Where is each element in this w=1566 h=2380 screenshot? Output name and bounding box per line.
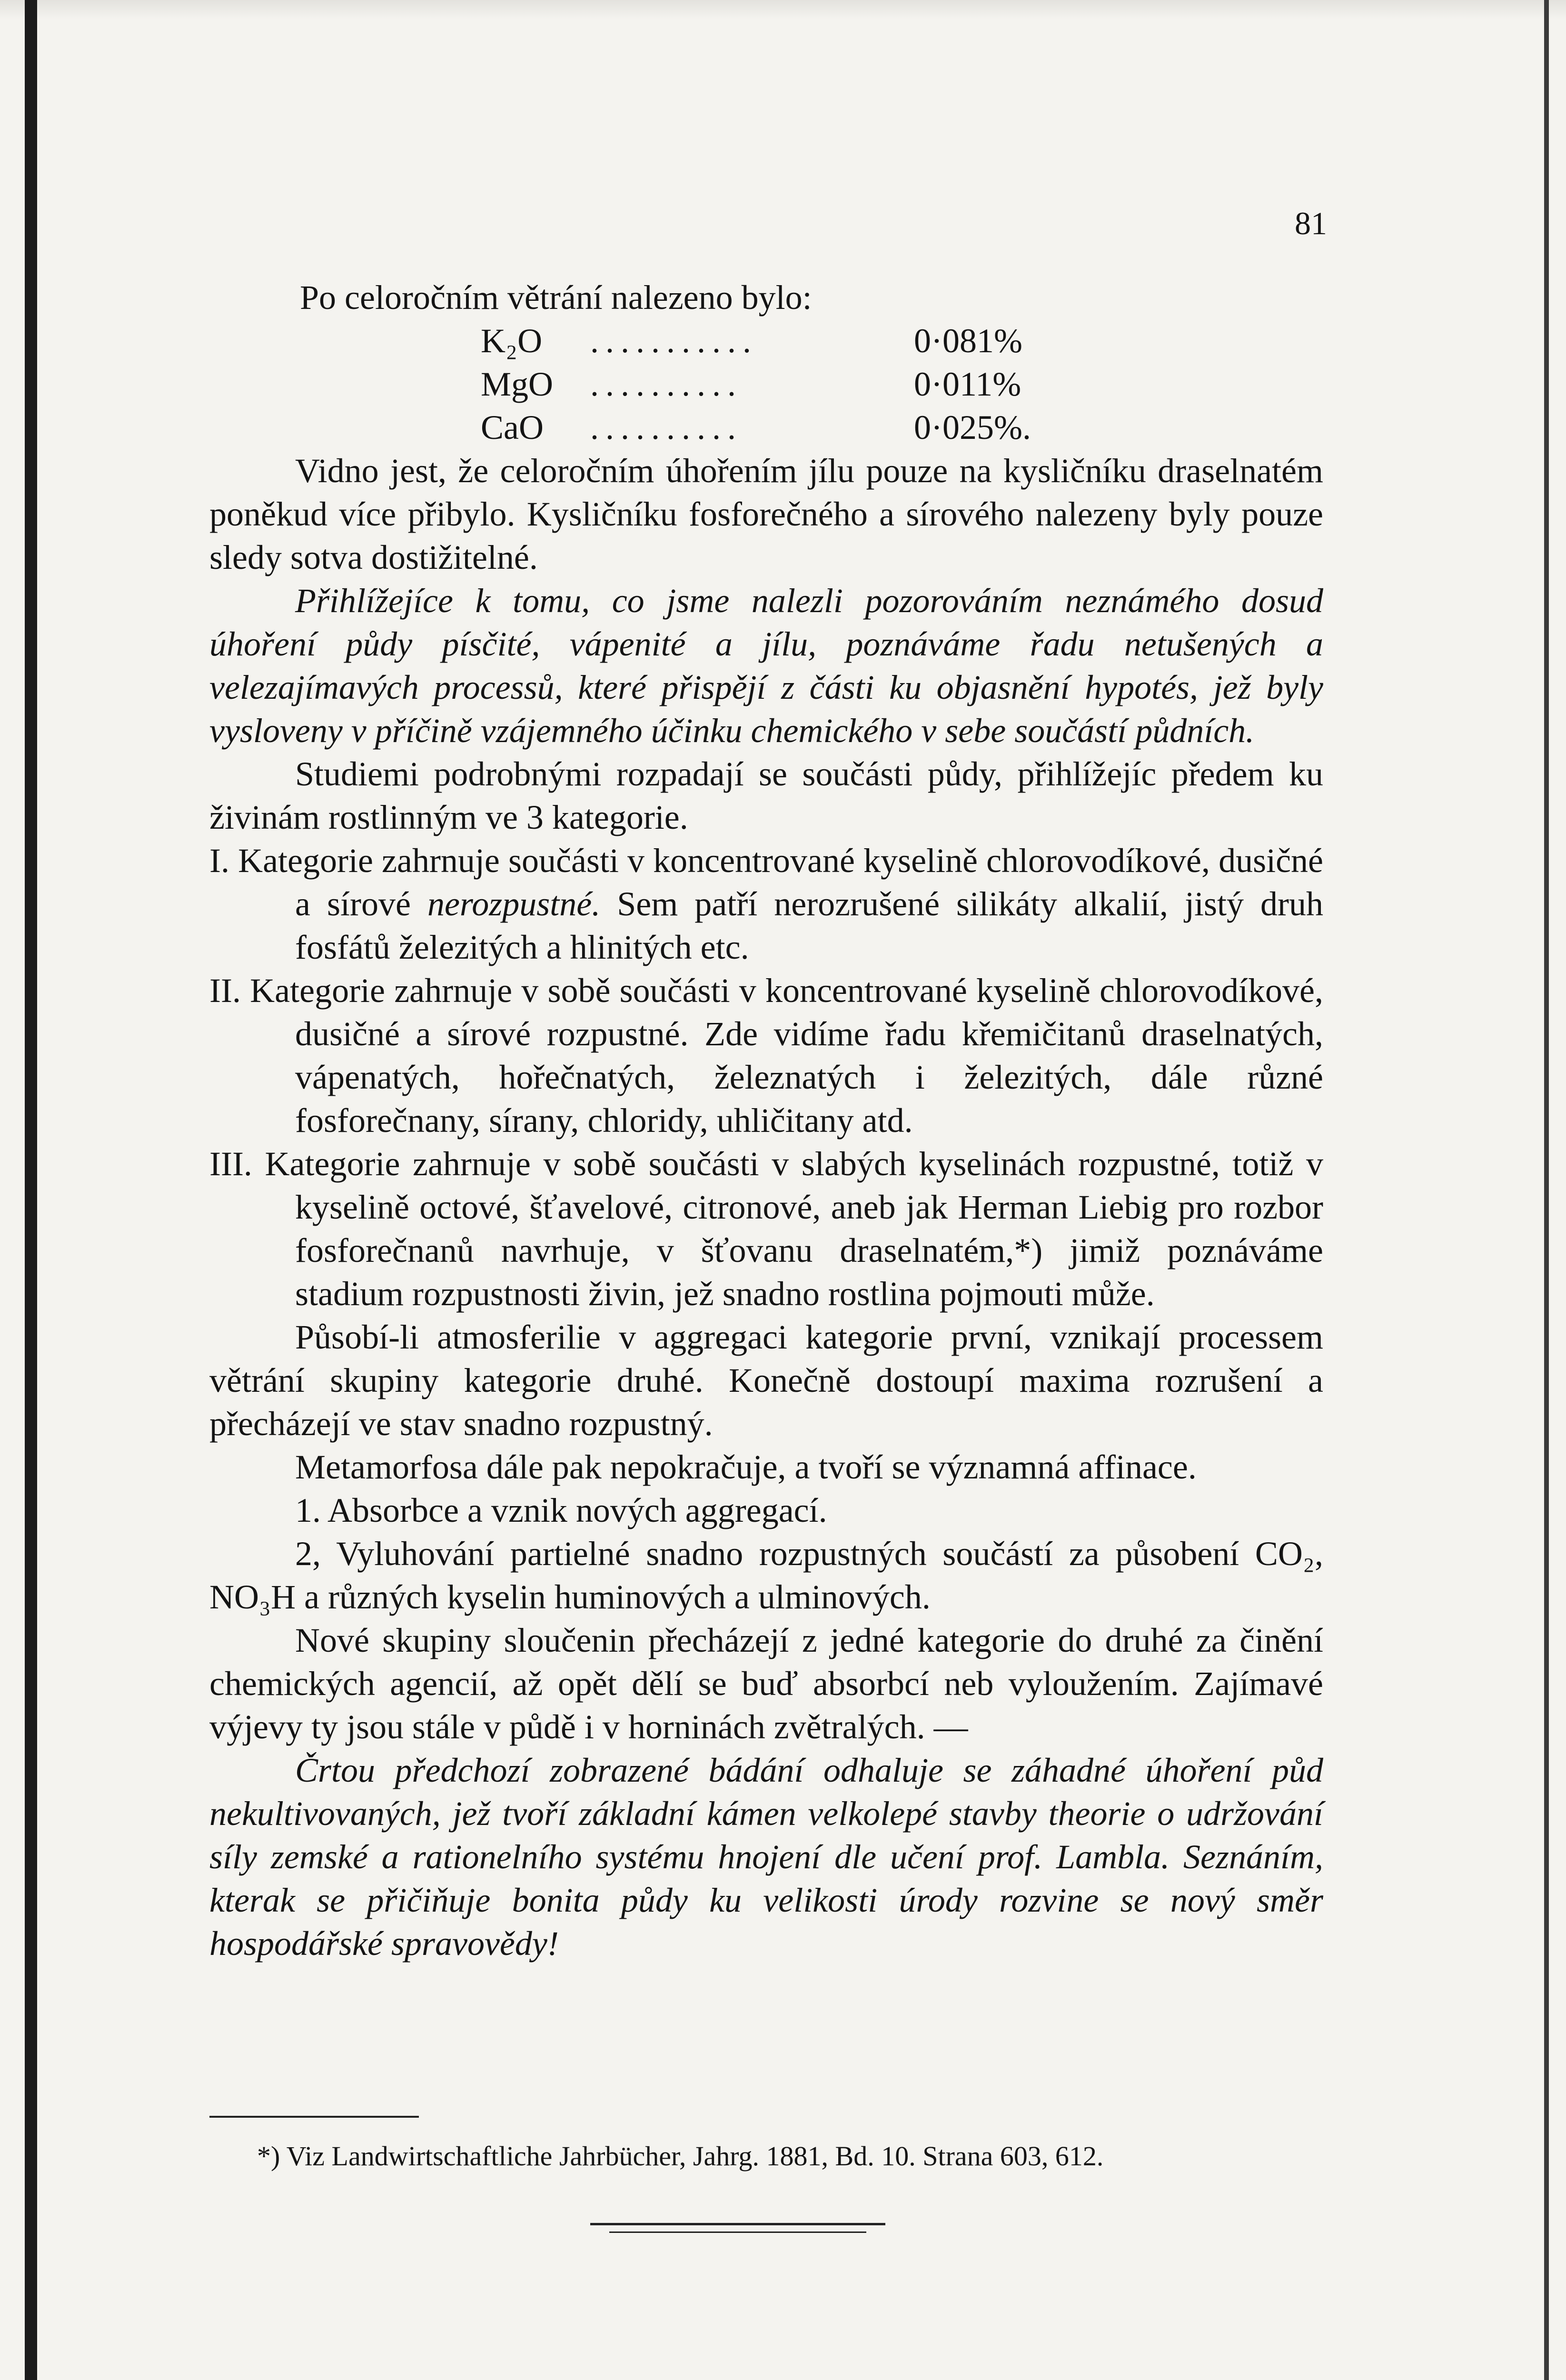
category-text: Kategorie zahrnuje v sobě součásti v koncentrované kyselině chlorovodíkové, dusičné a sírové rozpustné. Zde vidíme řadu křemičitanů draselnatých, vápenatých, hořečnatých, železnatých i železitých, dále různé fosforečnany, sírany, chloridy, uhličitany atd. — [250, 972, 1324, 1140]
formula-name: MgO — [481, 365, 554, 403]
paragraph-italic-conclusion: Črtou předchozí zobrazené bádání odhaluje se záhadné úhoření půd nekultivovaných, jež tvoří základní kámen velkolepé stavby theorie o udržování síly zemské a rationelního systému hnojení dle učení prof. Lambla. Seznáním, kterak se přičiňuje bonita půdy ku velikosti úrody rozvine se nový směr hospodářské spravovědy! — [209, 1751, 1323, 1963]
category-numeral: II. — [209, 972, 241, 1010]
intro-line: Po celoročním větrání nalezeno bylo: — [300, 278, 812, 317]
footnote-divider — [209, 2116, 419, 2118]
list-item-leaching: 2, Vyluhování partielné snadno rozpustných součástí za působení CO₂, NO₃H a různých kyselin huminových a ulminových. — [209, 1535, 1323, 1616]
paragraph-potassium-result: Vidno jest, že celoročním úhořením jílu pouze na kysličníku draselnatém poněkud více přibylo. Kysličníku fosforečného a sírového nalezeny byly pouze sledy sotva dostižitelné. — [209, 452, 1323, 576]
formula-line — [209, 319, 1323, 363]
formula-value: 0·081% — [914, 322, 1022, 360]
formula-name: CaO — [481, 408, 544, 446]
formula-line — [209, 406, 1323, 449]
paragraph-metamorphosis: Metamorfosa dále pak nepokračuje, a tvoří se významná affinace. — [295, 1448, 1197, 1486]
formula-name: K₂O — [481, 322, 543, 360]
list-item-absorption: 1. Absorbce a vznik nových aggregací. — [295, 1491, 827, 1529]
formula-value: 0·011% — [914, 365, 1021, 403]
paragraph-atmospheric: Působí-li atmosferilie v aggregaci kategorie první, vznikají processem větrání skupiny kategorie druhé. Konečně dostoupí maxima rozrušení a přecházejí ve stav snadno rozpustný. — [209, 1318, 1323, 1443]
paragraph-categories-intro: Studiemi podrobnými rozpadají se součásti půdy, přihlížejíc předem ku živinám rostlinným ve 3 kategorie. — [209, 755, 1323, 836]
end-ornament-rule — [590, 2223, 885, 2225]
category-text: Kategorie zahrnuje součásti v koncentrované kyselině chlorovodíkové, dusičné a sírové — [238, 842, 1324, 923]
category-text: Kategorie zahrnuje v sobě součásti v slabých kyselinách rozpustné, totiž v kyselině octové, šťavelové, citronové, aneb jak Herman Liebig pro rozbor fosforečnanů navrhuje, v šťovanu draselnatém,*) jimiž poznáváme stadium rozpustnosti živin, jež snadno rostlina pojmouti může. — [265, 1145, 1323, 1313]
formula-value: 0·025%. — [914, 408, 1031, 446]
formula-line — [209, 363, 1323, 406]
formula-dots: .......... — [590, 408, 743, 446]
scan-right-border — [1544, 0, 1549, 2380]
formula-dots: ........... — [590, 322, 758, 360]
paragraph-new-groups: Nové skupiny sloučenin přecházejí z jedné kategorie do druhé za činění chemických agencií, až opět dělí se buď absorbcí neb vyloužením. Zajímavé výjevy ty jsou stále v půdě i v horninách zvětralých. — — [209, 1621, 1323, 1746]
category-numeral: I. — [209, 842, 229, 880]
page-body — [209, 276, 1323, 1965]
footnote: *) Viz Landwirtschaftliche Jahrbücher, Jahrg. 1881, Bd. 10. Strana 603, 612. — [257, 2141, 1104, 2172]
category-emphasis: nerozpustné. — [427, 885, 601, 923]
category-item-2 — [209, 969, 1323, 1142]
scan-top-shadow — [0, 0, 1566, 19]
category-item-3 — [209, 1142, 1323, 1316]
end-ornament-rule-thin — [609, 2231, 866, 2233]
formula-dots: .......... — [590, 365, 743, 403]
category-text-after: Sem patří nerozrušené silikáty alkalií, jistý druh fosfátů železitých a hlinitých etc. — [295, 885, 1323, 966]
paragraph-italic-observation: Přihlížejíce k tomu, co jsme nalezli pozorováním neznámého dosud úhoření půdy písčité, vápenité a jílu, poznáváme řadu netušených a velezajímavých processů, které přispějí z části ku objasnění hypotés, jež byly vysloveny v příčině vzájemného účinku chemického v sebe součástí půdních. — [209, 582, 1323, 750]
category-numeral: III. — [209, 1145, 252, 1183]
category-item-1 — [209, 839, 1323, 969]
scan-left-border — [25, 0, 37, 2380]
page-number: 81 — [1295, 205, 1327, 241]
